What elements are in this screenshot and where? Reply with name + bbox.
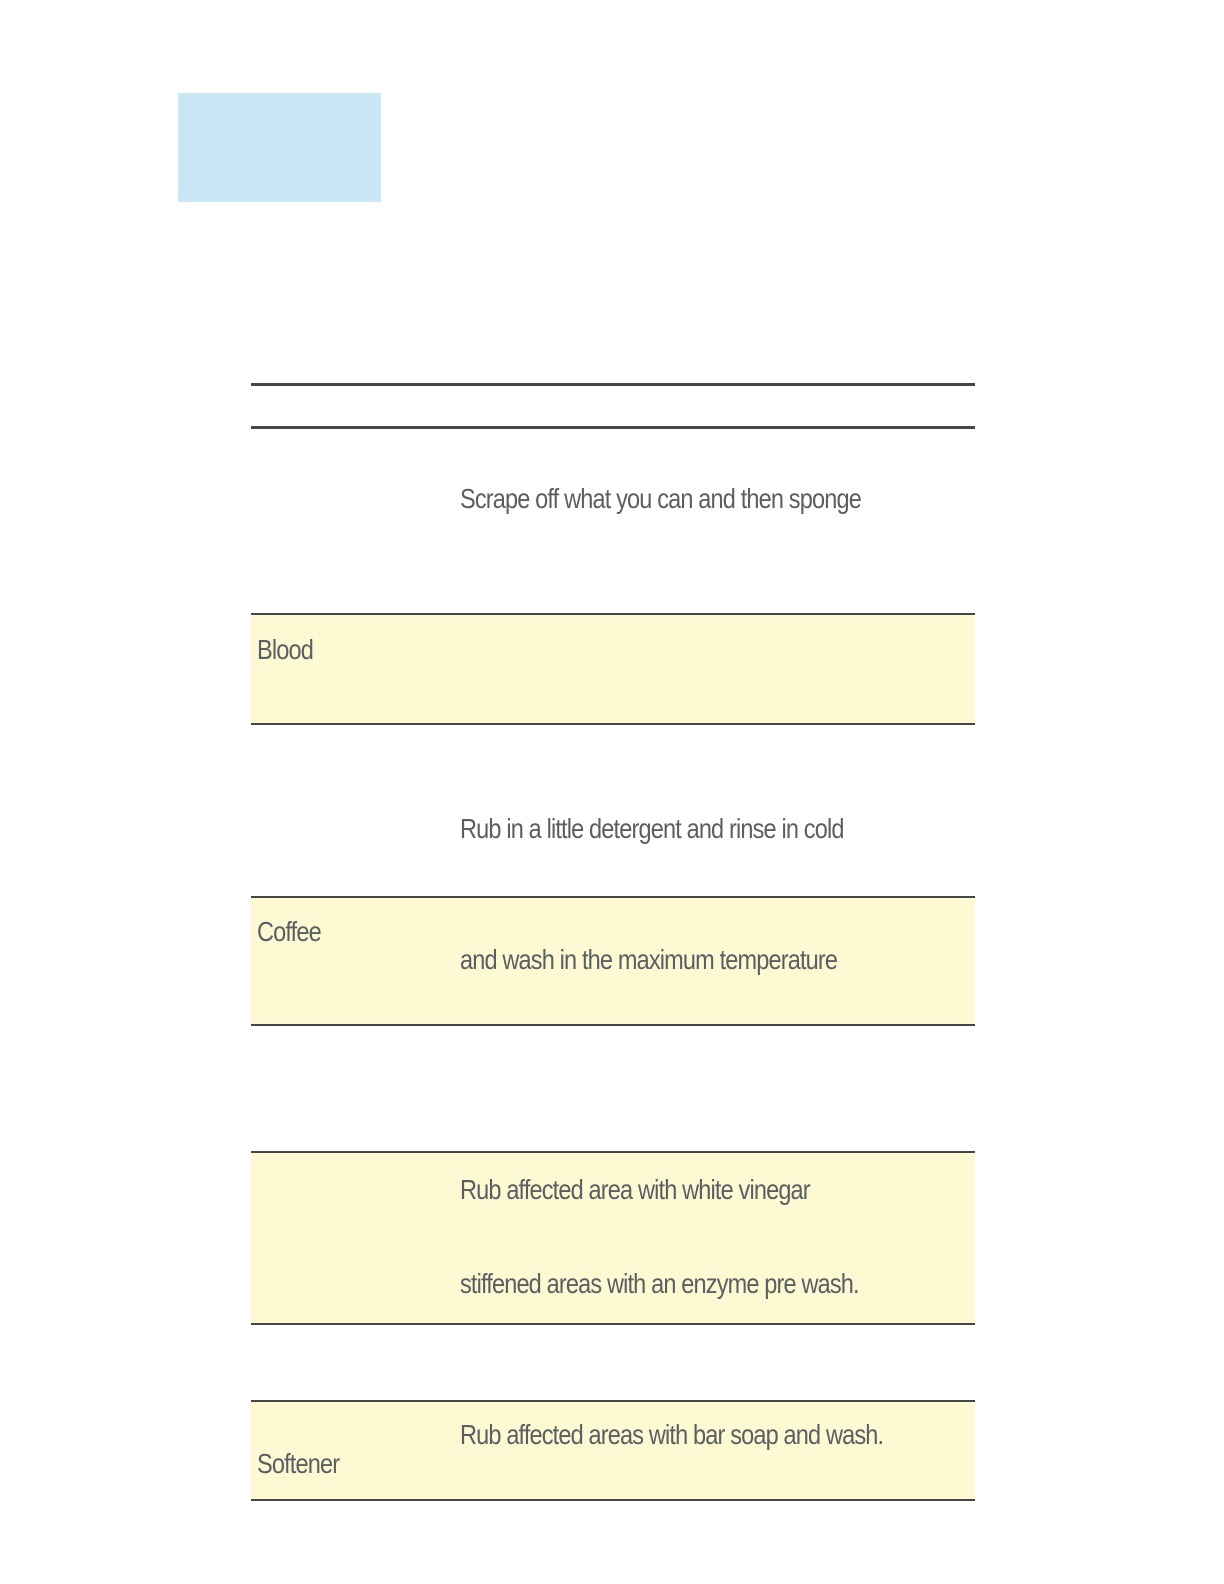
instruction-bar-soap: Rub affected areas with bar soap and wash.: [460, 1419, 884, 1450]
row-label-coffee: Coffee: [257, 916, 321, 947]
row-highlight-softener: [251, 1400, 975, 1501]
row-highlight-blood: [251, 613, 975, 725]
instruction-enzyme-pre-wash: stiffened areas with an enzyme pre wash.: [460, 1268, 859, 1299]
instruction-rub-detergent: Rub in a little detergent and rinse in cold: [460, 813, 844, 844]
table-header-bottom-rule: [251, 426, 975, 429]
row-label-softener: Softener: [257, 1448, 340, 1479]
instruction-scrape-off: Scrape off what you can and then sponge: [460, 483, 861, 514]
table-header-top-rule: [251, 383, 975, 386]
blue-accent-block: [178, 93, 381, 202]
row-label-blood: Blood: [257, 634, 313, 665]
instruction-white-vinegar: Rub affected area with white vinegar: [460, 1174, 810, 1205]
instruction-wash-max-temperature: and wash in the maximum temperature: [460, 944, 838, 975]
